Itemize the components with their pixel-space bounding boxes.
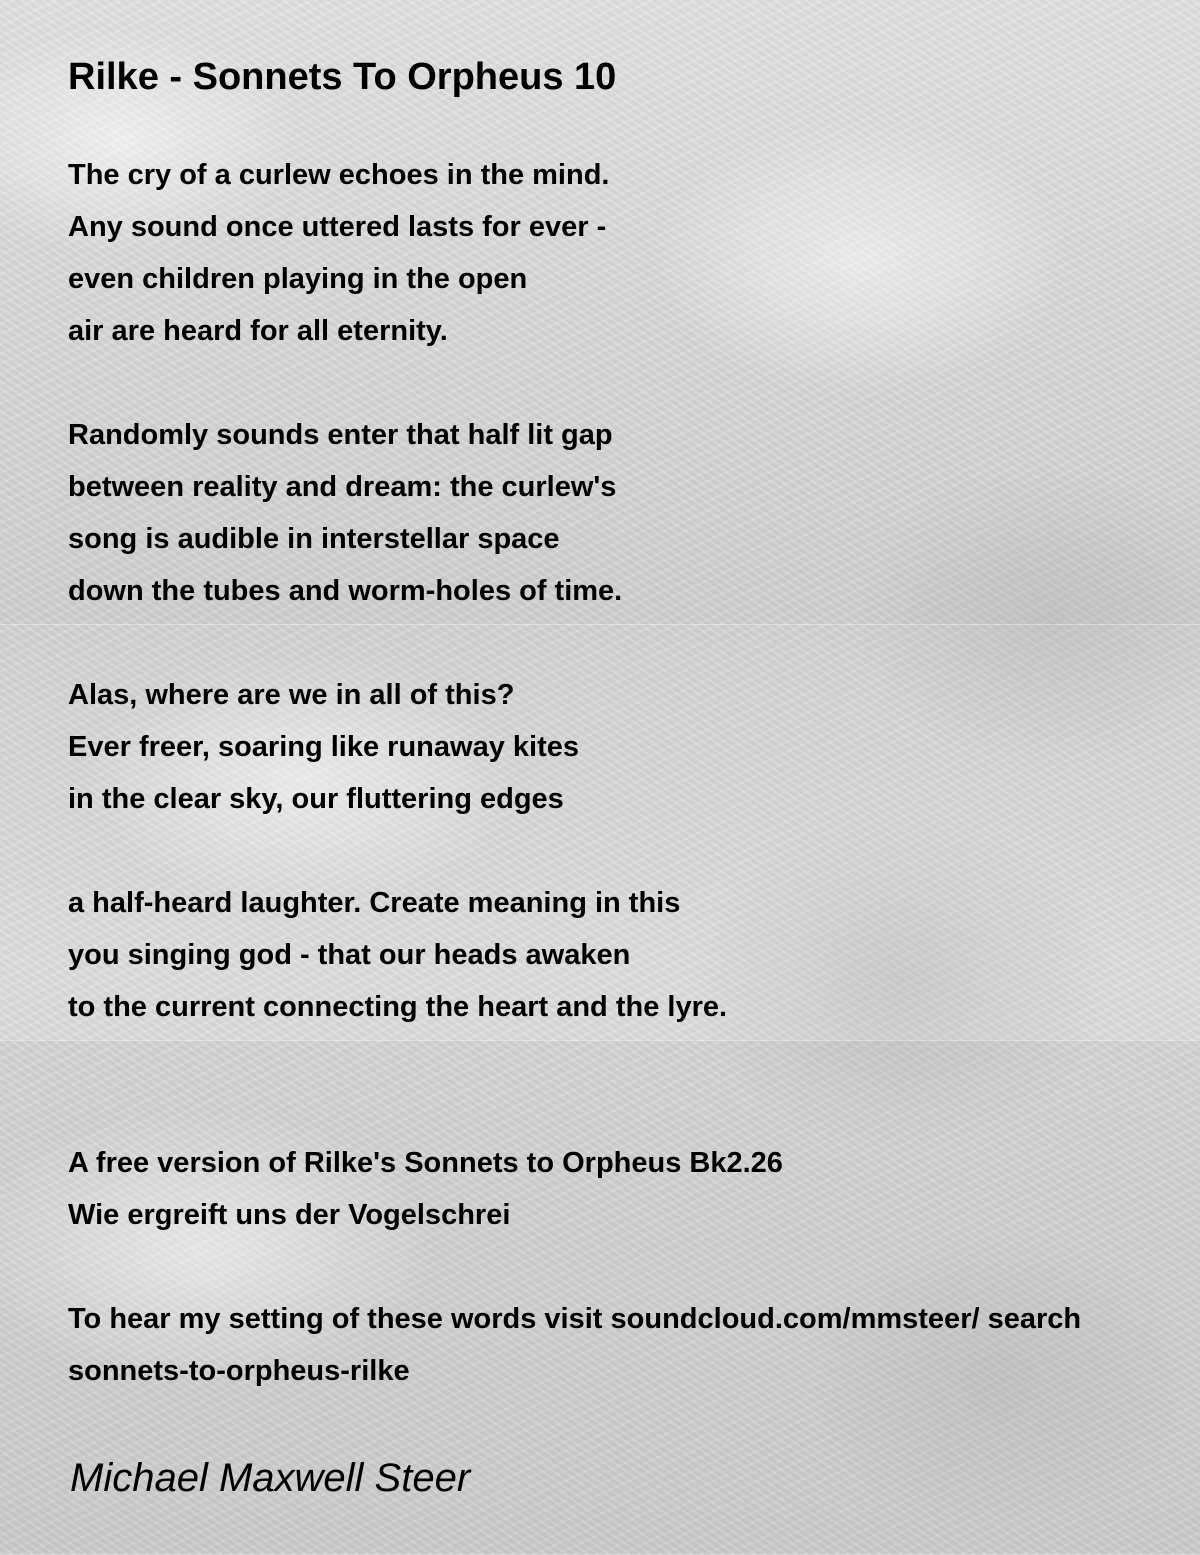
poem-title: Rilke - Sonnets To Orpheus 10 (68, 56, 617, 98)
note-line: A free version of Rilke's Sonnets to Orpheus Bk2.26 (68, 1147, 783, 1179)
author-name: Michael Maxwell Steer (70, 1456, 471, 1500)
poem-line: Any sound once uttered lasts for ever - (68, 211, 607, 243)
note-line: sonnets-to-orpheus-rilke (68, 1355, 410, 1387)
note-line: Wie ergreift uns der Vogelschrei (68, 1199, 511, 1231)
stanza-1 (68, 149, 609, 357)
stanza-2 (68, 409, 622, 617)
poem-line: you singing god - that our heads awaken (68, 939, 631, 971)
stanza-4 (68, 877, 727, 1033)
poem-line: song is audible in interstellar space (68, 523, 560, 555)
poem-note-soundcloud (68, 1293, 1081, 1397)
poem-line: air are heard for all eternity. (68, 315, 448, 347)
note-line: To hear my setting of these words visit soundcloud.com/mmsteer/ search (68, 1303, 1082, 1335)
poem-note-source (68, 1137, 783, 1241)
poem-line: even children playing in the open (68, 263, 528, 295)
poem-line: between reality and dream: the curlew's (68, 471, 617, 503)
poem-line: Randomly sounds enter that half lit gap (68, 419, 613, 451)
stanza-3 (68, 669, 579, 825)
poem-line: to the current connecting the heart and the lyre. (68, 991, 728, 1023)
poem-line: down the tubes and worm-holes of time. (68, 575, 623, 607)
poem-line: a half-heard laughter. Create meaning in this (68, 887, 681, 919)
poem-line: The cry of a curlew echoes in the mind. (68, 159, 610, 191)
poem-line: in the clear sky, our fluttering edges (68, 783, 564, 815)
poem-line: Ever freer, soaring like runaway kites (68, 731, 579, 763)
poem-line: Alas, where are we in all of this? (68, 679, 515, 711)
